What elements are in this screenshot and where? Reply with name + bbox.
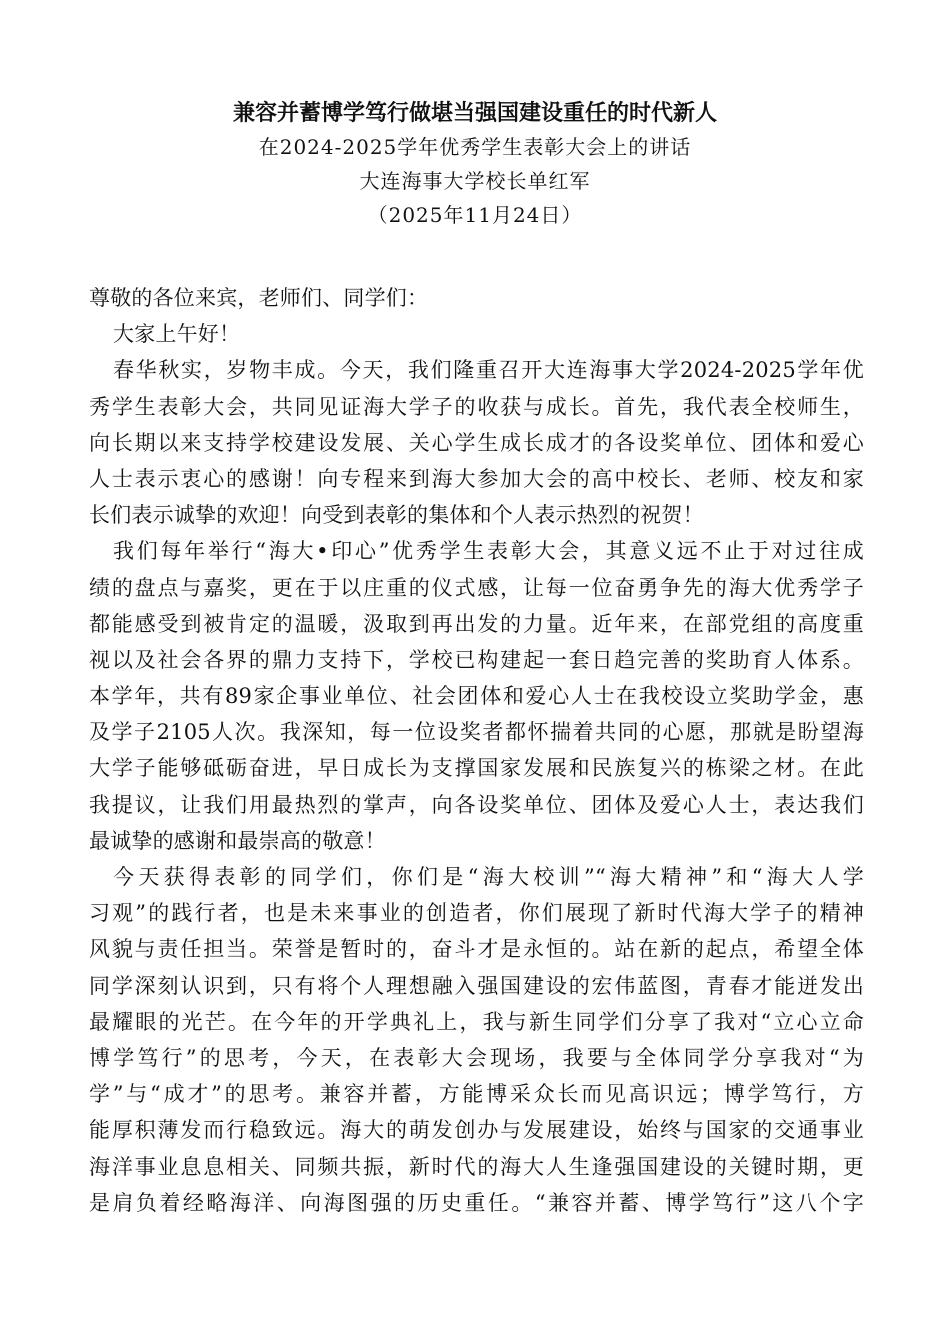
document-header — [0, 96, 950, 232]
paragraph-line: 我提议，让我们用最热烈的掌声，向各设奖单位、团体及爱心人士，表达我们 — [89, 792, 864, 817]
paragraph-line: 本学年，共有89家企事业单位、社会团体和爱心人士在我校设立奖助学金，惠 — [89, 684, 864, 709]
paragraph-line: 海洋事业息息相关、同频共振，新时代的海大人生逢强国建设的关键时期，更 — [89, 1154, 864, 1179]
salutation: 尊敬的各位来宾，老师们、同学们： — [89, 286, 429, 310]
paragraph-line: 今天获得表彰的同学们，你们是“海大校训”“海大精神”和“海大人学 — [113, 865, 864, 889]
paragraph-line: 博学笃行”的思考，今天，在表彰大会现场，我要与全体同学分享我对“为 — [89, 1045, 864, 1070]
paragraph-1 — [89, 352, 864, 533]
paragraph-line: 人士表示衷心的感谢！向专程来到海大参加大会的高中校长、老师、校友和家 — [89, 466, 864, 491]
paragraph-line: 秀学生表彰大会，共同见证海大学子的收获与成长。首先，我代表全校师生， — [89, 394, 864, 419]
document-body — [89, 280, 864, 1221]
document-date: （2025年11月24日） — [367, 203, 583, 227]
paragraph-line: 及学子2105人次。我深知，每一位设奖者都怀揣着共同的心愿，那就是盼望海 — [89, 720, 864, 745]
paragraph-line: 春华秋实，岁物丰成。今天，我们隆重召开大连海事大学2024-2025学年优 — [113, 358, 864, 383]
paragraph-line: 都能感受到被肯定的温暖，汲取到再出发的力量。近年来，在部党组的高度重 — [89, 611, 864, 636]
paragraph-line: 风貌与责任担当。荣誉是暂时的，奋斗才是永恒的。站在新的起点，希望全体 — [89, 937, 864, 962]
paragraph-line: 绩的盘点与嘉奖，更在于以庄重的仪式感，让每一位奋勇争先的海大优秀学子 — [89, 575, 864, 600]
document-title: 兼容并蓄博学笃行做堪当强国建设重任的时代新人 — [232, 100, 717, 126]
paragraph-line: 大学子能够砥砺奋进，早日成长为支撑国家发展和民族复兴的栋梁之材。在此 — [89, 756, 864, 781]
paragraph-line: 能厚积薄发而行稳致远。海大的萌发创办与发展建设，始终与国家的交通事业 — [89, 1118, 864, 1143]
paragraph-line: 视以及社会各界的鼎力支持下，学校已构建起一套日趋完善的奖助育人体系。 — [89, 647, 864, 672]
paragraph-line: 向长期以来支持学校建设发展、关心学生成长成才的各设奖单位、团体和爱心 — [89, 430, 864, 455]
document-subtitle: 在2024-2025学年优秀学生表彰大会上的讲话 — [258, 135, 692, 159]
paragraph-line: 同学深刻认识到，只有将个人理想融入强国建设的宏伟蓝图，青春才能迸发出 — [89, 973, 864, 998]
greeting: 大家上午好！ — [113, 322, 241, 347]
paragraph-line: 学”与“成才”的思考。兼容并蓄，方能博采众长而见高识远；博学笃行，方 — [89, 1082, 864, 1107]
paragraph-3 — [89, 859, 864, 1221]
paragraph-line: 是肩负着经略海洋、向海图强的历史重任。“兼容并蓄、博学笃行”这八个字 — [89, 1190, 864, 1215]
paragraph-2 — [89, 533, 864, 859]
paragraph-line: 最诚挚的感谢和最崇高的敬意！ — [89, 828, 386, 853]
paragraph-line: 长们表示诚挚的欢迎！向受到表彰的集体和个人表示热烈的祝贺！ — [89, 503, 704, 528]
paragraph-line: 我们每年举行“海大•印心”优秀学生表彰大会，其意义远不止于对过往成 — [113, 539, 864, 564]
paragraph-line: 最耀眼的光芒。在今年的开学典礼上，我与新生同学们分享了我对“立心立命 — [89, 1009, 864, 1034]
document-author: 大连海事大学校长单红军 — [359, 169, 591, 193]
paragraph-line: 习观”的践行者，也是未来事业的创造者，你们展现了新时代海大学子的精神 — [89, 901, 864, 926]
